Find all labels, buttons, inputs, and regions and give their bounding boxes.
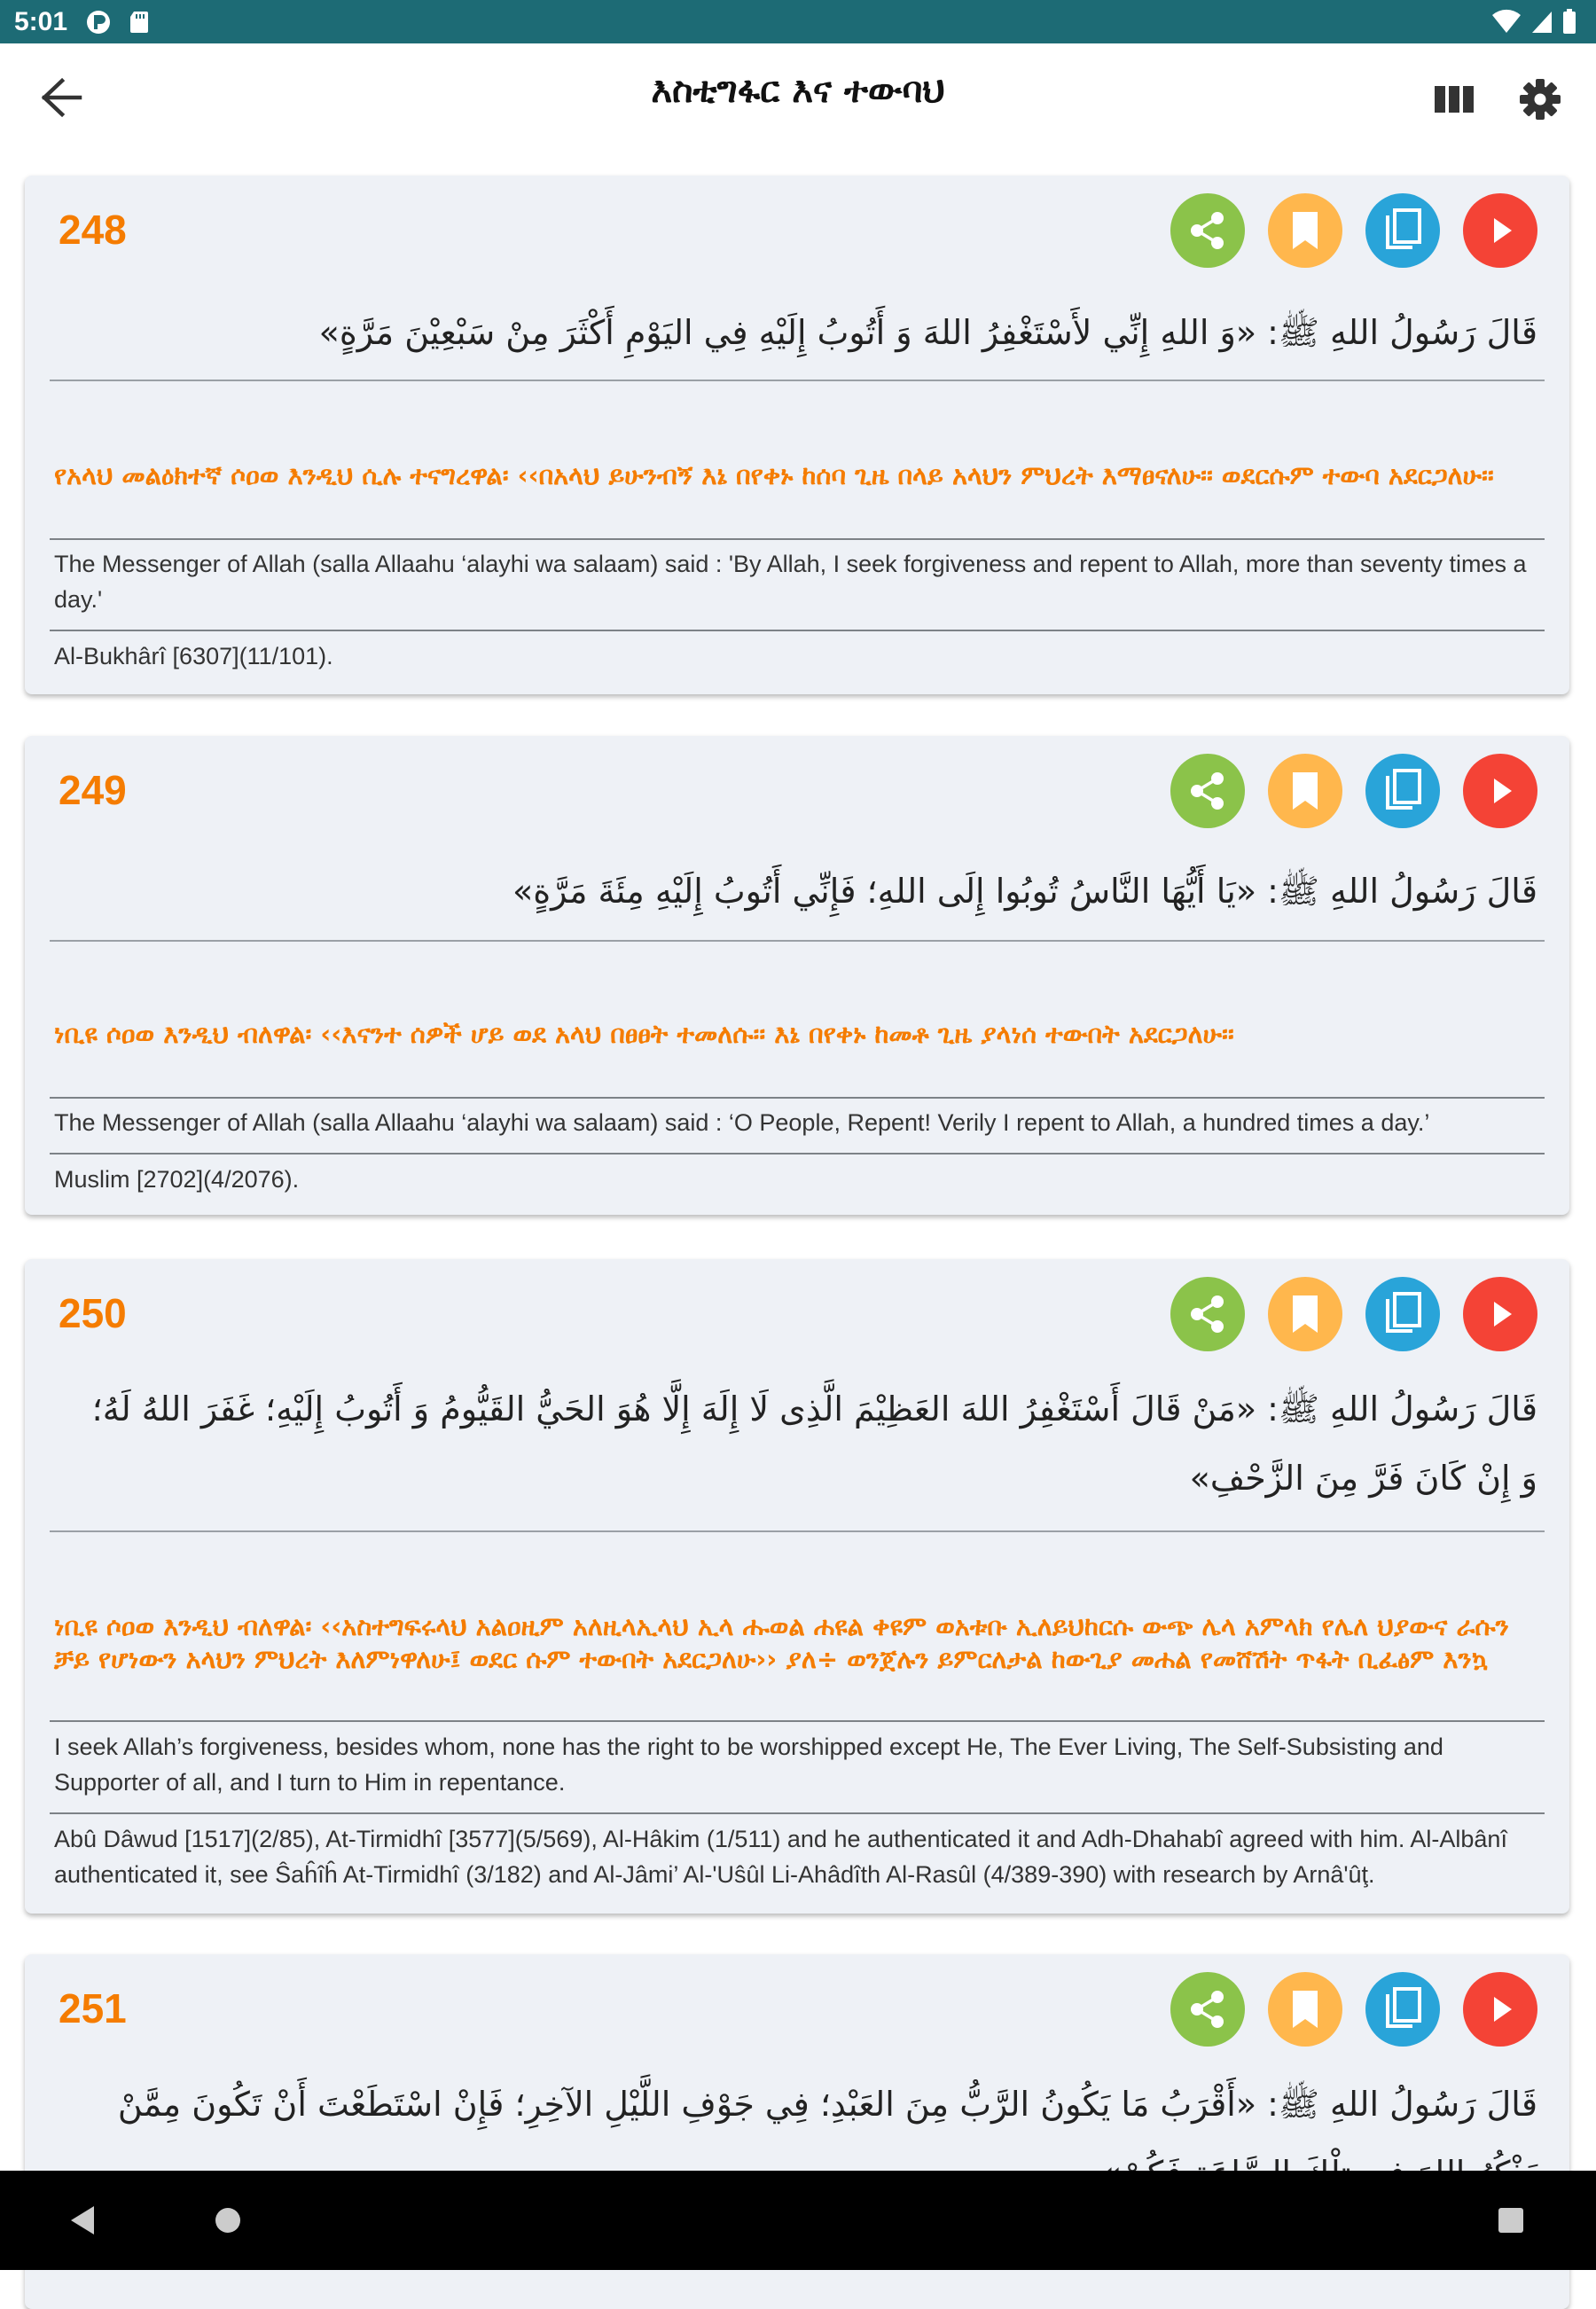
- sd-card-icon: [126, 9, 153, 35]
- divider: [50, 538, 1545, 540]
- divider: [50, 1097, 1545, 1099]
- bookmark-icon: [1287, 208, 1323, 253]
- home-circle-icon[interactable]: [213, 2205, 243, 2235]
- dhikr-card: [25, 176, 1569, 694]
- copy-button[interactable]: [1365, 1277, 1440, 1351]
- play-audio-button[interactable]: [1463, 193, 1537, 268]
- hadith-reference: Muslim [2702](4/2076).: [54, 1166, 300, 1193]
- play-icon: [1483, 1992, 1518, 2027]
- amharic-translation: ነቢዩ ሶዐወ እንዲህ ብለዋል፡ ‹‹እናንተ ሰዎች ሆይ ወደ አላህ በፀፀት ተመለሱ፡፡ እኔ በየቀኑ ከመቶ ጊዜ ያላነሰ ተውበት አደርጋለሁ፡፡: [54, 1019, 1234, 1049]
- play-icon: [1483, 773, 1518, 809]
- view-columns-icon[interactable]: [1435, 82, 1474, 118]
- divider: [50, 380, 1545, 381]
- amharic-translation: ነቢዩ ሶዐወ እንዲህ ብለዋል፡ ‹‹አስተግፍሩላህ አልዐዚም አለዚላኢላህ ኢላ ሑወል ሐዩል ቀዩም ወአቱቡ ኢለይህከርሱ ውጭ ሌላ አምላክ የሌለ ህያውና ራሱን ቻይ የሆነውን አላህን ምህረት እለምነዋለሁ፤ ወደር ሱም ተውበት አደርጋለሁ›› ያለ÷ ወንጀሉን ይምርለታል ከውጊያ መሐል የመሸሽት ጥፋት ቢፈፅም እንኳ: [54, 1611, 1509, 1674]
- bookmark-icon: [1287, 1292, 1323, 1336]
- amharic-translation: የአላህ መልዕክተኛ ሶዐወ እንዲህ ሲሉ ተናግረዋል፡ ‹‹በአላህ ይሁንብኝ እኔ በየቀኑ ከሰባ ጊዜ በላይ አላህን ምህረት እማፀናለሁ፡፡ ወደርሱም ተውባ አደርጋለሁ፡፡: [54, 460, 1494, 490]
- arabic-text: قَالَ رَسُولُ اللهِ ﷺ: «أَقْرَبُ مَا يَكُونُ الرَّبُّ مِنَ العَبْدِ؛ فِي جَوْفِ اللَّيْلِ الآخِرِ؛ فَإِنْ اسْتَطَعْتَ أَنْ تَكُونَ مِمَّنْ: [117, 2085, 1537, 2124]
- copy-button[interactable]: [1365, 1972, 1440, 2047]
- dhikr-card: [25, 1259, 1569, 1914]
- share-icon: [1185, 1987, 1230, 2031]
- back-triangle-icon[interactable]: [67, 2204, 98, 2236]
- english-translation: The Messenger of Allah (salla Allaahu ‘alayhi wa salaam) said : ‘O People, Repent! Verily I repent to Allah, a hundred times a day.’: [54, 1109, 1430, 1136]
- bookmark-button[interactable]: [1268, 193, 1342, 268]
- copy-icon: [1381, 767, 1425, 815]
- english-translation: I seek Allah’s forgiveness, besides whom, none has the right to be worshipped except He, The Ever Living, The Self-Subsisting and Supporter of all, and I turn to Him in repentance.: [54, 1734, 1443, 1796]
- arabic-text: قَالَ رَسُولُ اللهِ ﷺ: «يَا أَيُّهَا النَّاسُ تُوبُوا إِلَى اللهِ؛ فَإِنِّي أَتُوبُ إِلَيْهِ مِئَةَ مَرَّةٍ»: [512, 872, 1537, 911]
- share-icon: [1185, 1292, 1230, 1336]
- arabic-text: قَالَ رَسُولُ اللهِ ﷺ: «مَنْ قَالَ أَسْتَغْفِرُ اللهَ العَظِيْمَ الَّذِى لَا إِلَهَ إِلَّا هُوَ الحَيُّ القَيُّومُ وَ أَتُوبُ إِلَيْهِ؛ غَفَرَ اللهُ لَهُ؛ وَ إِنْ كَانَ فَرَّ مِنَ الزَّحْفِ»: [91, 1389, 1537, 1498]
- play-audio-button[interactable]: [1463, 1277, 1537, 1351]
- battery-icon: [1562, 8, 1576, 35]
- bookmark-button[interactable]: [1268, 1972, 1342, 2047]
- arabic-text: قَالَ رَسُولُ اللهِ ﷺ: «وَ اللهِ إِنِّي لأَسْتَغْفِرُ اللهَ وَ أَتُوبُ إِلَيْهِ فِي اليَوْمِ أَكْثَرَ مِنْ سَبْعِيْنَ مَرَّةٍ»: [318, 313, 1537, 352]
- status-time: 5:01: [14, 7, 68, 36]
- dhikr-number: 250: [59, 1290, 127, 1336]
- copy-button[interactable]: [1365, 754, 1440, 828]
- share-button[interactable]: [1170, 193, 1245, 268]
- english-translation: The Messenger of Allah (salla Allaahu ‘alayhi wa salaam) said : 'By Allah, I seek forgiveness and repent to Allah, more than seventy times a day.': [54, 551, 1527, 613]
- hadith-reference: Abû Dâwud [1517](2/85), At-Tirmidhî [3577](5/569), Al-Hâkim (1/511) and he authenticated it and Adh-Dhahabî agreed with him. Al-Albânî authenticated it, see Ŝaĥîĥ At-Tirmidhî (3/182) and Al-Jâmi’ Al-'Uŝûl Li-Ahâdîth Al-Rasûl (4/389-390) with research by Arnâ'ûţ.: [54, 1826, 1507, 1888]
- card-actions: [1170, 754, 1537, 828]
- status-right-icons: [1491, 8, 1576, 35]
- divider: [50, 1530, 1545, 1532]
- page-title: እስቲግፋር እና ተውባህ: [651, 70, 945, 111]
- signal-icon: [1530, 8, 1553, 35]
- recents-square-icon[interactable]: [1497, 2206, 1525, 2235]
- bookmark-icon: [1287, 769, 1323, 813]
- status-bar: [0, 0, 1596, 43]
- copy-icon: [1381, 1985, 1425, 2033]
- share-button[interactable]: [1170, 754, 1245, 828]
- hadith-reference: Al-Bukhârî [6307](11/101).: [54, 643, 333, 669]
- divider: [50, 1153, 1545, 1154]
- dhikr-card: [25, 736, 1569, 1215]
- app-bar: [0, 43, 1596, 152]
- dhikr-number: 249: [59, 767, 127, 813]
- gear-icon[interactable]: [1518, 77, 1562, 121]
- divider: [50, 1720, 1545, 1722]
- bookmark-button[interactable]: [1268, 754, 1342, 828]
- navigation-bar: [0, 2171, 1596, 2270]
- p-icon: [85, 9, 112, 35]
- card-actions: [1170, 1972, 1537, 2047]
- dhikr-number: 251: [59, 1985, 127, 2031]
- divider: [50, 1812, 1545, 1814]
- divider: [50, 630, 1545, 631]
- play-icon: [1483, 213, 1518, 248]
- share-icon: [1185, 208, 1230, 253]
- copy-button[interactable]: [1365, 193, 1440, 268]
- share-button[interactable]: [1170, 1972, 1245, 2047]
- wifi-icon: [1491, 8, 1522, 35]
- card-actions: [1170, 1277, 1537, 1351]
- copy-icon: [1381, 207, 1425, 254]
- share-icon: [1185, 769, 1230, 813]
- dhikr-number: 248: [59, 207, 127, 253]
- play-audio-button[interactable]: [1463, 754, 1537, 828]
- play-audio-button[interactable]: [1463, 1972, 1537, 2047]
- copy-icon: [1381, 1290, 1425, 1338]
- bookmark-button[interactable]: [1268, 1277, 1342, 1351]
- divider: [50, 940, 1545, 942]
- share-button[interactable]: [1170, 1277, 1245, 1351]
- bookmark-icon: [1287, 1987, 1323, 2031]
- card-actions: [1170, 193, 1537, 268]
- play-icon: [1483, 1296, 1518, 1332]
